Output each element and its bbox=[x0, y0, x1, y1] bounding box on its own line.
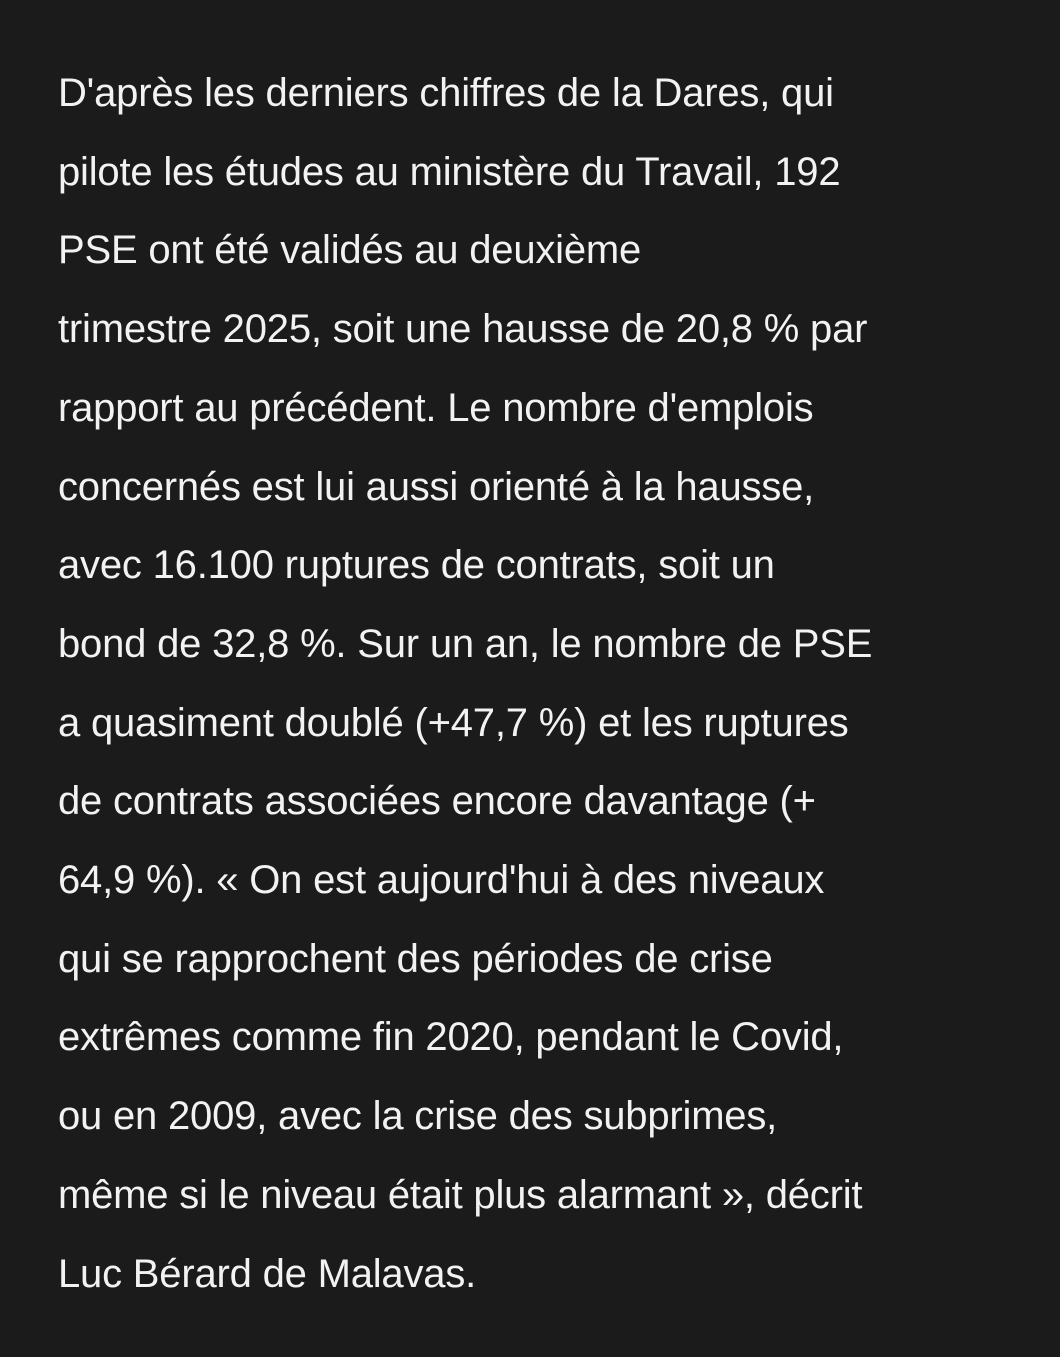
paragraph-line: avec 16.100 ruptures de contrats, soit un bbox=[58, 543, 775, 588]
paragraph-line: ou en 2009, avec la crise des subprimes, bbox=[58, 1094, 778, 1139]
article-paragraph bbox=[58, 54, 1048, 1313]
paragraph-line: de contrats associées encore davantage (+ bbox=[58, 779, 816, 824]
paragraph-line: bond de 32,8 %. Sur un an, le nombre de PSE bbox=[58, 621, 873, 666]
paragraph-line: Luc Bérard de Malavas. bbox=[58, 1251, 477, 1296]
paragraph-line: pilote les études au ministère du Travail, 192 bbox=[58, 149, 841, 194]
paragraph-line: extrêmes comme fin 2020, pendant le Covid, bbox=[58, 1015, 844, 1060]
paragraph-line: trimestre 2025, soit une hausse de 20,8 % par bbox=[58, 307, 868, 352]
paragraph-line: concernés est lui aussi orienté à la hausse, bbox=[58, 464, 815, 509]
paragraph-line: rapport au précédent. Le nombre d'emplois bbox=[58, 385, 814, 430]
paragraph-line: qui se rapprochent des périodes de crise bbox=[58, 936, 773, 981]
paragraph-line: 64,9 %). « On est aujourd'hui à des niveaux bbox=[58, 858, 825, 903]
paragraph-line: PSE ont été validés au deuxième bbox=[58, 228, 642, 273]
paragraph-line: D'après les derniers chiffres de la Dares, qui bbox=[58, 71, 834, 115]
paragraph-line: même si le niveau était plus alarmant », décrit bbox=[58, 1172, 863, 1217]
paragraph-line: a quasiment doublé (+47,7 %) et les ruptures bbox=[58, 700, 849, 745]
